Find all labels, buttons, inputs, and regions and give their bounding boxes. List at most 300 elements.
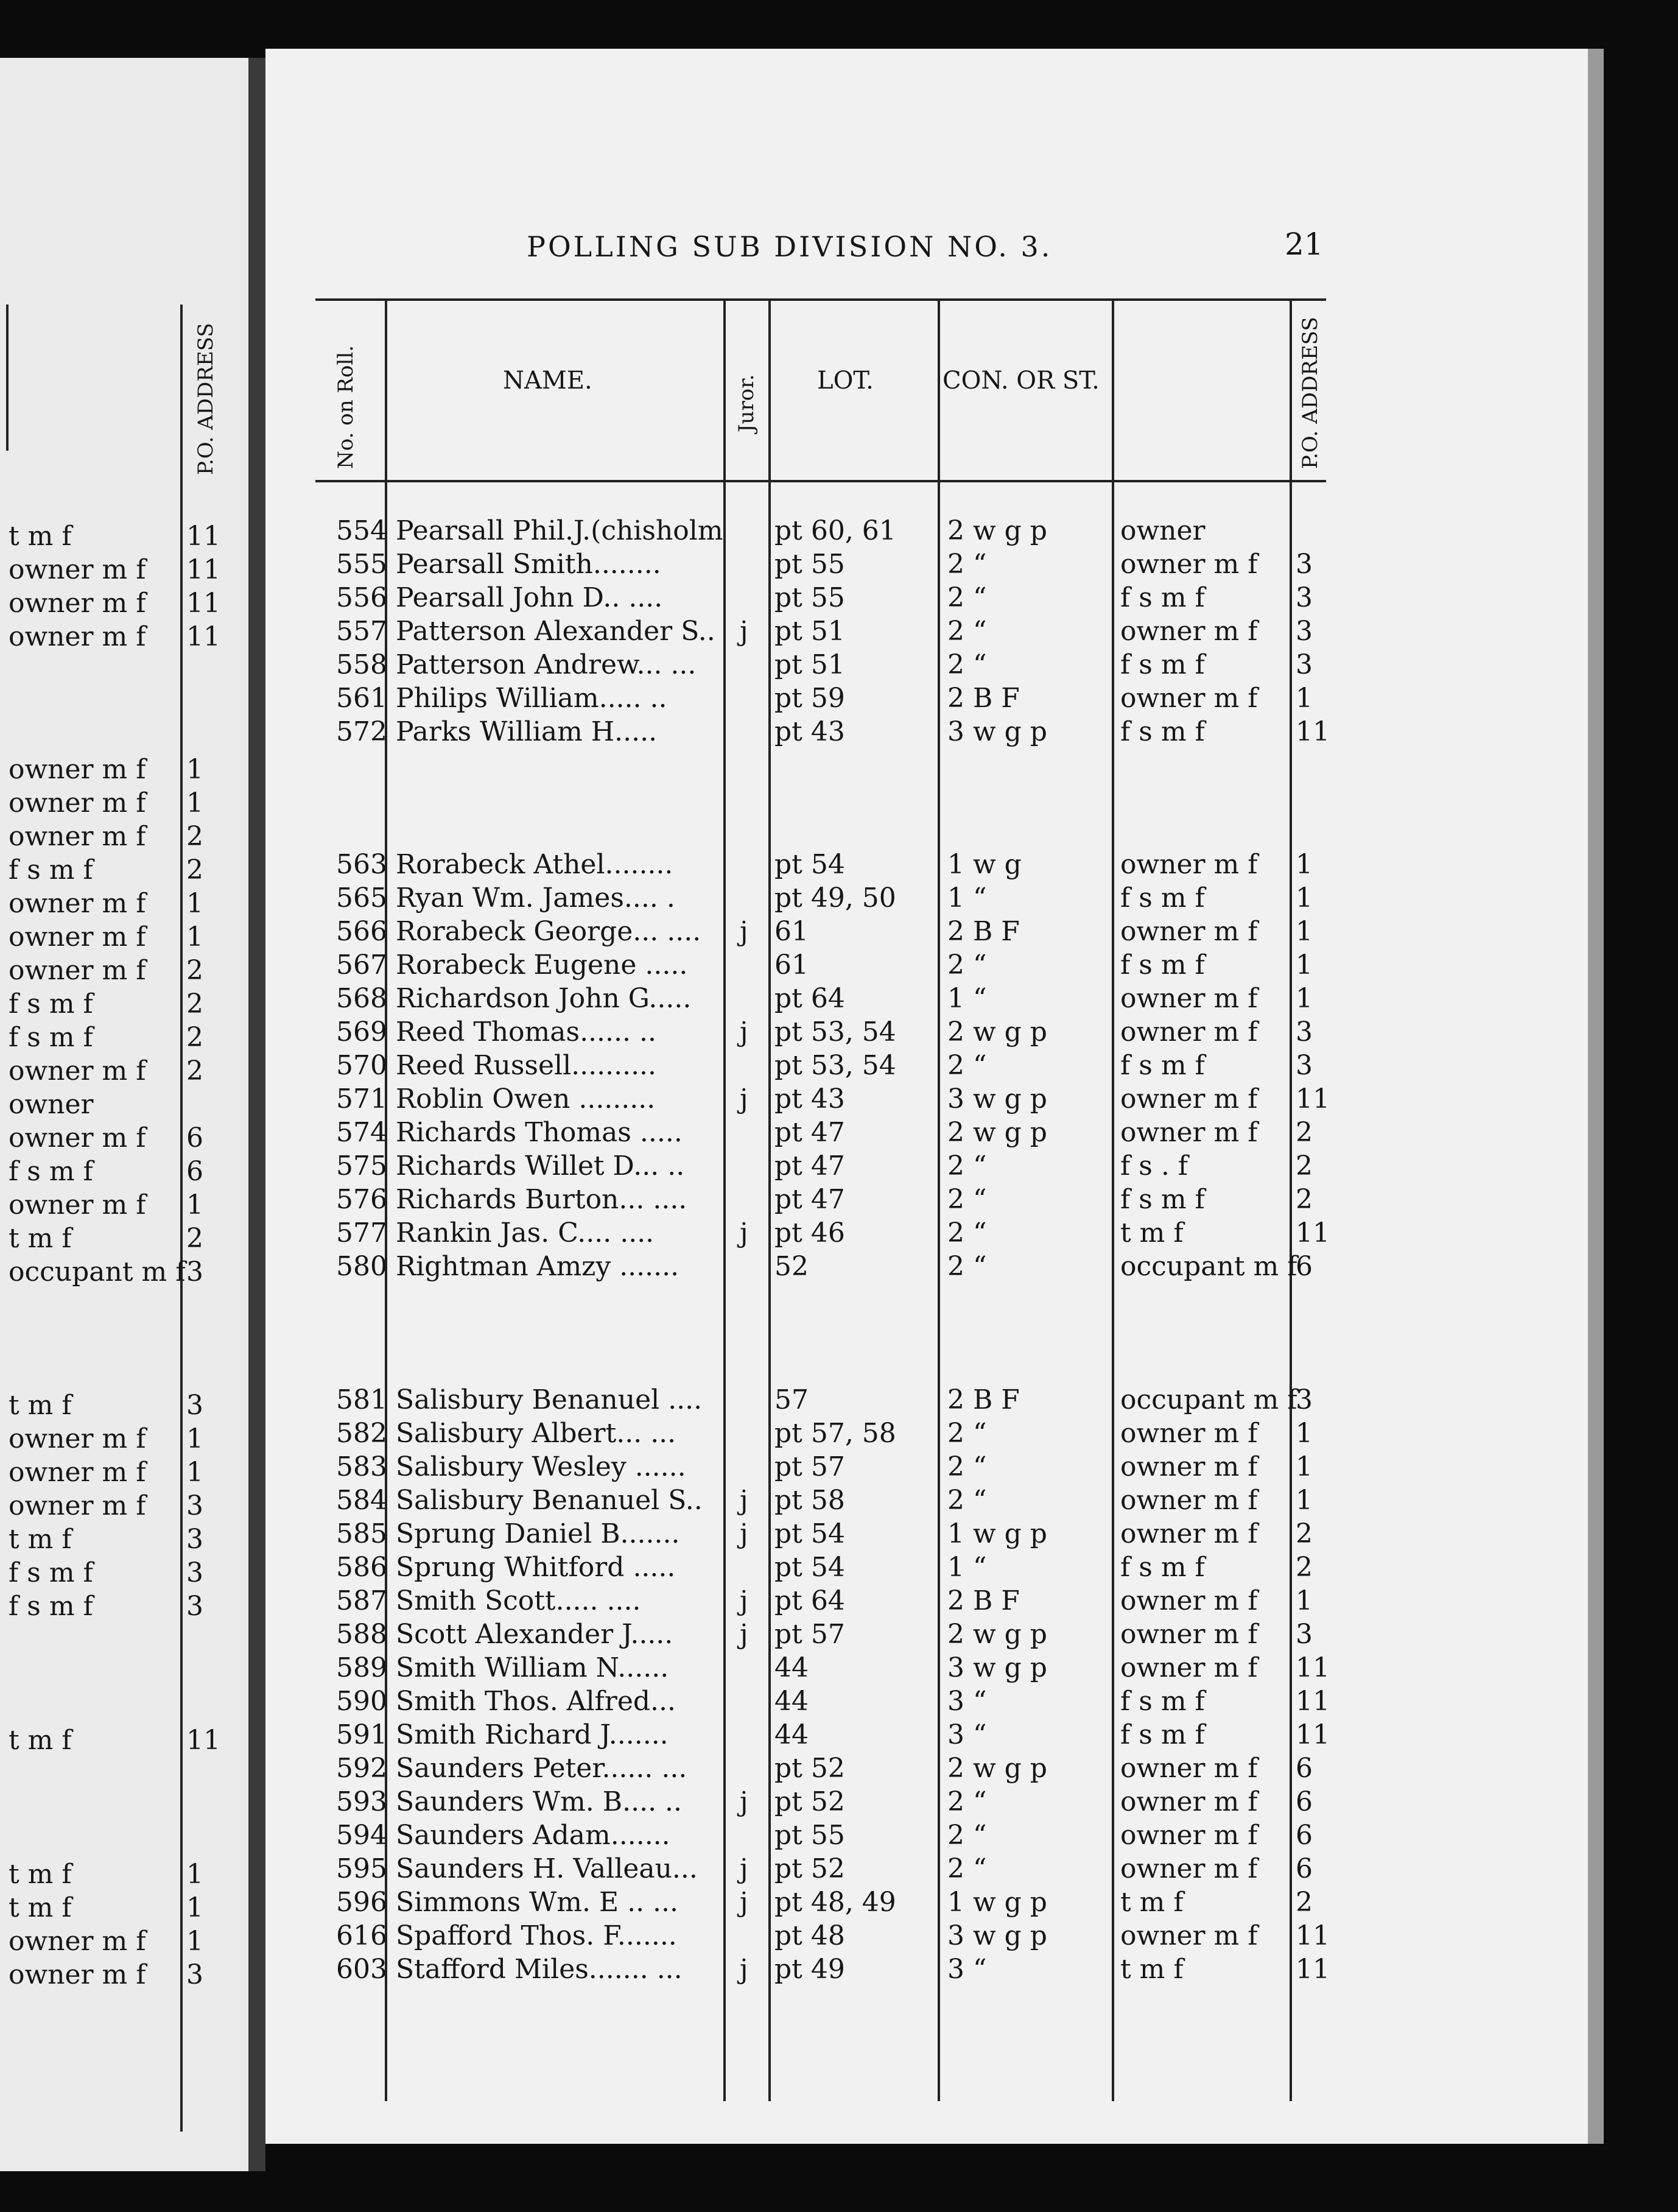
left-entry-occupation: owner m f xyxy=(9,588,146,619)
left-entry-po-address: 3 xyxy=(186,1390,203,1421)
left-entry-po-address: 6 xyxy=(186,1156,203,1187)
roll-number: 567 xyxy=(336,949,387,981)
po-address: 2 xyxy=(1296,1552,1313,1583)
voter-name: Parks William H..... xyxy=(396,716,658,747)
concession: 3 w g p xyxy=(947,1652,1047,1683)
left-entry-occupation: owner m f xyxy=(9,1457,146,1488)
voter-name: Rorabeck Athel........ xyxy=(396,849,673,880)
concession: 2 “ xyxy=(947,549,987,580)
occupation: t m f xyxy=(1120,1887,1184,1918)
occupation: f s m f xyxy=(1120,949,1205,981)
roll-number: 557 xyxy=(336,616,387,647)
po-address: 2 xyxy=(1296,1150,1313,1182)
left-entry-occupation: owner m f xyxy=(9,821,146,852)
voter-name: Salisbury Benanuel S.. xyxy=(396,1485,703,1516)
occupation: owner m f xyxy=(1120,616,1258,647)
header-bottom-rule xyxy=(315,480,1326,482)
po-address: 6 xyxy=(1296,1853,1313,1884)
lot: pt 46 xyxy=(774,1217,845,1249)
roll-number: 558 xyxy=(336,649,387,680)
left-entry-po-address: 1 xyxy=(186,754,203,785)
occupation: f s m f xyxy=(1120,1184,1205,1215)
voter-name: Reed Russell.......... xyxy=(396,1050,657,1081)
po-address: 11 xyxy=(1296,1083,1330,1115)
left-entry-po-address: 11 xyxy=(186,554,220,585)
concession: 1 w g p xyxy=(947,1887,1047,1918)
voter-name: Smith Richard J....... xyxy=(396,1719,669,1750)
lot: pt 48, 49 xyxy=(774,1887,896,1918)
left-entry-po-address: 3 xyxy=(186,1591,203,1622)
lot: pt 53, 54 xyxy=(774,1050,896,1081)
roll-number: 588 xyxy=(336,1619,387,1650)
occupation: f s m f xyxy=(1120,1686,1205,1717)
roll-number: 555 xyxy=(336,549,387,580)
voter-name: Smith Thos. Alfred... xyxy=(396,1686,676,1717)
voter-name: Richards Willet D... .. xyxy=(396,1150,685,1182)
po-address: 1 xyxy=(1296,683,1313,714)
lot: pt 55 xyxy=(774,1820,845,1851)
left-entry-po-address: 1 xyxy=(186,1423,203,1454)
juror-mark: j xyxy=(740,1887,748,1918)
lot: 61 xyxy=(774,916,809,947)
po-address: 1 xyxy=(1296,1451,1313,1482)
occupation: owner m f xyxy=(1120,549,1258,580)
po-address: 1 xyxy=(1296,849,1313,880)
occupation: f s m f xyxy=(1120,582,1205,613)
juror-column-rule xyxy=(768,298,771,2101)
occupation: owner m f xyxy=(1120,1619,1258,1650)
concession: 2 “ xyxy=(947,949,987,981)
lot: pt 54 xyxy=(774,1552,845,1583)
voter-name: Pearsall John D.. .... xyxy=(396,582,663,613)
left-entry-occupation: owner xyxy=(9,1089,94,1120)
occupation: owner xyxy=(1120,515,1206,546)
lot: pt 43 xyxy=(774,716,845,747)
po-address: 3 xyxy=(1296,1384,1313,1415)
voter-name: Salisbury Wesley ...... xyxy=(396,1451,686,1482)
voter-name: Roblin Owen ......... xyxy=(396,1083,656,1115)
po-address: 11 xyxy=(1296,1217,1330,1249)
left-entry-occupation: f s m f xyxy=(9,854,93,886)
concession: 2 “ xyxy=(947,1853,987,1884)
left-entry-po-address: 2 xyxy=(186,988,203,1020)
po-address: 3 xyxy=(1296,1619,1313,1650)
occupation: f s m f xyxy=(1120,882,1205,914)
occupation: f s . f xyxy=(1120,1150,1188,1182)
concession: 1 w g p xyxy=(947,1518,1047,1549)
left-entry-po-address: 1 xyxy=(186,1457,203,1488)
juror-mark: j xyxy=(740,1217,748,1249)
left-entry-occupation: owner m f xyxy=(9,787,146,819)
lot: pt 51 xyxy=(774,649,845,680)
lot: pt 51 xyxy=(774,616,845,647)
lot: pt 47 xyxy=(774,1150,845,1182)
occupation: occupant m f xyxy=(1120,1251,1297,1282)
occupation: f s m f xyxy=(1120,1719,1205,1750)
left-entry-po-address: 2 xyxy=(186,1223,203,1254)
page-number: 21 xyxy=(1285,227,1324,262)
lot: pt 47 xyxy=(774,1184,845,1215)
desc-column-rule xyxy=(1290,298,1292,2101)
left-entry-occupation: owner m f xyxy=(9,1189,146,1220)
left-entry-po-address: 11 xyxy=(186,521,220,552)
po-address: 2 xyxy=(1296,1887,1313,1918)
voter-name: Saunders Adam....... xyxy=(396,1820,670,1851)
occupation: f s m f xyxy=(1120,649,1205,680)
lot: pt 55 xyxy=(774,549,845,580)
left-entry-occupation: t m f xyxy=(9,1859,72,1890)
left-entry-po-address: 3 xyxy=(186,1490,203,1521)
occupation: f s m f xyxy=(1120,1552,1205,1583)
occupation: owner m f xyxy=(1120,1083,1258,1115)
roll-number: 616 xyxy=(336,1920,387,1951)
po-address: 11 xyxy=(1296,1954,1330,1985)
left-entry-po-address: 1 xyxy=(186,787,203,819)
con-column-header: CON. OR ST. xyxy=(943,367,1100,395)
left-entry-po-address: 11 xyxy=(186,1725,220,1756)
concession: 2 w g p xyxy=(947,1117,1047,1148)
left-page-column-rule xyxy=(180,305,183,2132)
po-address: 1 xyxy=(1296,949,1313,981)
po-address: 11 xyxy=(1296,1686,1330,1717)
left-entry-occupation: owner m f xyxy=(9,621,146,652)
roll-number: 577 xyxy=(336,1217,387,1249)
voter-name: Pearsall Smith........ xyxy=(396,549,661,580)
left-page-column-rule-left xyxy=(6,305,9,451)
con-column-rule xyxy=(1112,298,1114,2101)
concession: 2 “ xyxy=(947,1217,987,1249)
occupation: occupant m f xyxy=(1120,1384,1297,1415)
page-edge xyxy=(1588,49,1604,2144)
juror-column-header: Juror. xyxy=(734,374,759,432)
left-entry-occupation: owner m f xyxy=(9,1423,146,1454)
lot: 44 xyxy=(774,1719,809,1750)
po-address: 1 xyxy=(1296,1485,1313,1516)
left-entry-occupation: f s m f xyxy=(9,988,93,1020)
occupation: owner m f xyxy=(1120,1016,1258,1048)
occupation: owner m f xyxy=(1120,1853,1258,1884)
left-entry-occupation: owner m f xyxy=(9,888,146,919)
voter-name: Rankin Jas. C.... .... xyxy=(396,1217,655,1249)
lot: pt 43 xyxy=(774,1083,845,1115)
name-column-header: NAME. xyxy=(503,367,592,395)
roll-number: 585 xyxy=(336,1518,387,1549)
voter-name: Richardson John G..... xyxy=(396,983,692,1014)
concession: 2 w g p xyxy=(947,1016,1047,1048)
concession: 1 “ xyxy=(947,983,987,1014)
po-address: 2 xyxy=(1296,1117,1313,1148)
lot: pt 55 xyxy=(774,582,845,613)
left-entry-po-address: 3 xyxy=(186,1557,203,1588)
roll-number: 563 xyxy=(336,849,387,880)
concession: 2 w g p xyxy=(947,1619,1047,1650)
concession: 2 “ xyxy=(947,1150,987,1182)
voter-name: Saunders Peter...... ... xyxy=(396,1753,687,1784)
voter-name: Spafford Thos. F....... xyxy=(396,1920,677,1951)
juror-mark: j xyxy=(740,1786,748,1817)
voter-name: Philips William..... .. xyxy=(396,683,667,714)
lot-column-header: LOT. xyxy=(817,367,874,395)
lot: 57 xyxy=(774,1384,809,1415)
concession: 2 B F xyxy=(947,1585,1020,1616)
roll-number: 587 xyxy=(336,1585,387,1616)
voter-name: Rorabeck George... .... xyxy=(396,916,701,947)
left-po-address-header: P.O. ADDRESS xyxy=(194,323,218,475)
concession: 2 “ xyxy=(947,1820,987,1851)
name-column-rule xyxy=(723,298,726,2101)
left-entry-po-address: 2 xyxy=(186,1022,203,1053)
juror-mark: j xyxy=(740,1954,748,1985)
left-entry-occupation: owner m f xyxy=(9,1926,146,1957)
occupation: t m f xyxy=(1120,1217,1184,1249)
lot: pt 54 xyxy=(774,1518,845,1549)
book-gutter xyxy=(248,58,265,2171)
voter-name: Sprung Whitford ..... xyxy=(396,1552,676,1583)
roll-number: 581 xyxy=(336,1384,387,1415)
po-address: 6 xyxy=(1296,1820,1313,1851)
roll-column-header: No. on Roll. xyxy=(334,345,358,469)
left-entry-po-address: 2 xyxy=(186,821,203,852)
roll-number: 570 xyxy=(336,1050,387,1081)
concession: 2 “ xyxy=(947,1050,987,1081)
po-address: 6 xyxy=(1296,1251,1313,1282)
po-address: 1 xyxy=(1296,916,1313,947)
voter-name: Ryan Wm. James.... . xyxy=(396,882,675,914)
roll-number: 603 xyxy=(336,1954,387,1985)
juror-mark: j xyxy=(740,1485,748,1516)
concession: 3 w g p xyxy=(947,716,1047,747)
left-entry-occupation: f s m f xyxy=(9,1557,93,1588)
concession: 2 “ xyxy=(947,1251,987,1282)
juror-mark: j xyxy=(740,1585,748,1616)
voter-name: Stafford Miles....... ... xyxy=(396,1954,683,1985)
roll-number: 569 xyxy=(336,1016,387,1048)
po-address: 3 xyxy=(1296,1016,1313,1048)
roll-number: 583 xyxy=(336,1451,387,1482)
juror-mark: j xyxy=(740,616,748,647)
lot: pt 49, 50 xyxy=(774,882,896,914)
voter-name: Smith Scott..... .... xyxy=(396,1585,641,1616)
roll-number: 586 xyxy=(336,1552,387,1583)
roll-number: 576 xyxy=(336,1184,387,1215)
occupation: owner m f xyxy=(1120,1820,1258,1851)
lot: pt 64 xyxy=(774,1585,845,1616)
concession: 2 “ xyxy=(947,616,987,647)
roll-number: 589 xyxy=(336,1652,387,1683)
po-address: 11 xyxy=(1296,1652,1330,1683)
left-entry-occupation: owner m f xyxy=(9,921,146,953)
roll-number: 596 xyxy=(336,1887,387,1918)
po-address: 3 xyxy=(1296,549,1313,580)
lot: pt 57, 58 xyxy=(774,1418,896,1449)
roll-number: 594 xyxy=(336,1820,387,1851)
roll-number: 593 xyxy=(336,1786,387,1817)
voter-name: Salisbury Albert... ... xyxy=(396,1418,676,1449)
left-entry-po-address: 11 xyxy=(186,588,220,619)
left-entry-po-address: 2 xyxy=(186,955,203,986)
lot: pt 57 xyxy=(774,1619,845,1650)
header-top-rule xyxy=(315,298,1326,301)
left-entry-occupation: owner m f xyxy=(9,1055,146,1087)
roll-number: 592 xyxy=(336,1753,387,1784)
occupation: f s m f xyxy=(1120,1050,1205,1081)
po-address-column-header: P.O. ADDRESS xyxy=(1298,317,1322,469)
left-entry-occupation: owner m f xyxy=(9,554,146,585)
juror-mark: j xyxy=(740,1853,748,1884)
concession: 2 “ xyxy=(947,1485,987,1516)
voter-name: Richards Burton... .... xyxy=(396,1184,687,1215)
voter-name: Salisbury Benanuel .... xyxy=(396,1384,703,1415)
left-entry-po-address: 3 xyxy=(186,1959,203,1990)
page-title: POLLING SUB DIVISION NO. 3. xyxy=(527,230,1053,263)
concession: 2 “ xyxy=(947,582,987,613)
po-address: 3 xyxy=(1296,582,1313,613)
concession: 2 w g p xyxy=(947,1753,1047,1784)
roll-number: 591 xyxy=(336,1719,387,1750)
left-entry-po-address: 1 xyxy=(186,921,203,953)
po-address: 6 xyxy=(1296,1753,1313,1784)
roll-number: 554 xyxy=(336,515,387,546)
left-entry-po-address: 1 xyxy=(186,1189,203,1220)
roll-number: 565 xyxy=(336,882,387,914)
left-entry-po-address: 2 xyxy=(186,854,203,886)
left-entry-occupation: owner m f xyxy=(9,955,146,986)
occupation: owner m f xyxy=(1120,916,1258,947)
left-entry-occupation: owner m f xyxy=(9,1122,146,1154)
lot: pt 52 xyxy=(774,1753,845,1784)
lot: pt 60, 61 xyxy=(774,515,896,546)
concession: 2 “ xyxy=(947,1418,987,1449)
occupation: t m f xyxy=(1120,1954,1184,1985)
lot: pt 53, 54 xyxy=(774,1016,896,1048)
occupation: owner m f xyxy=(1120,1418,1258,1449)
left-entry-po-address: 6 xyxy=(186,1122,203,1154)
concession: 2 B F xyxy=(947,916,1020,947)
concession: 2 w g p xyxy=(947,515,1047,546)
voter-name: Patterson Alexander S.. xyxy=(396,616,715,647)
voter-name: Richards Thomas ..... xyxy=(396,1117,683,1148)
occupation: owner m f xyxy=(1120,1920,1258,1951)
occupation: owner m f xyxy=(1120,1753,1258,1784)
juror-mark: j xyxy=(740,1619,748,1650)
lot: pt 59 xyxy=(774,683,845,714)
lot: 52 xyxy=(774,1251,809,1282)
occupation: owner m f xyxy=(1120,683,1258,714)
voter-name: Simmons Wm. E .. ... xyxy=(396,1887,678,1918)
voter-name: Rightman Amzy ....... xyxy=(396,1251,679,1282)
roll-number: 595 xyxy=(336,1853,387,1884)
roll-number: 584 xyxy=(336,1485,387,1516)
concession: 2 “ xyxy=(947,1184,987,1215)
po-address: 11 xyxy=(1296,1719,1330,1750)
concession: 3 “ xyxy=(947,1954,987,1985)
occupation: owner m f xyxy=(1120,1518,1258,1549)
lot: pt 54 xyxy=(774,849,845,880)
concession: 2 B F xyxy=(947,1384,1020,1415)
roll-number: 566 xyxy=(336,916,387,947)
left-entry-occupation: t m f xyxy=(9,1390,72,1421)
voter-name: Pearsall Phil.J.(chisholm xyxy=(396,515,723,546)
left-entry-po-address: 1 xyxy=(186,1926,203,1957)
voter-name: Patterson Andrew... ... xyxy=(396,649,697,680)
left-entry-occupation: t m f xyxy=(9,1223,72,1254)
concession: 2 “ xyxy=(947,649,987,680)
concession: 2 B F xyxy=(947,683,1020,714)
left-entry-occupation: t m f xyxy=(9,1725,72,1756)
po-address: 6 xyxy=(1296,1786,1313,1817)
lot: pt 48 xyxy=(774,1920,845,1951)
voter-name: Rorabeck Eugene ..... xyxy=(396,949,688,981)
po-address: 11 xyxy=(1296,1920,1330,1951)
left-entry-po-address: 3 xyxy=(186,1256,203,1287)
concession: 1 “ xyxy=(947,882,987,914)
left-entry-occupation: owner m f xyxy=(9,1959,146,1990)
left-entry-occupation: f s m f xyxy=(9,1156,93,1187)
occupation: owner m f xyxy=(1120,1585,1258,1616)
voter-name: Reed Thomas...... .. xyxy=(396,1016,656,1048)
concession: 3 “ xyxy=(947,1719,987,1750)
po-address: 3 xyxy=(1296,1050,1313,1081)
concession: 2 “ xyxy=(947,1786,987,1817)
left-entry-po-address: 1 xyxy=(186,888,203,919)
roll-number: 580 xyxy=(336,1251,387,1282)
left-entry-po-address: 1 xyxy=(186,1892,203,1923)
lot: pt 47 xyxy=(774,1117,845,1148)
po-address: 1 xyxy=(1296,983,1313,1014)
concession: 3 w g p xyxy=(947,1083,1047,1115)
left-entry-occupation: t m f xyxy=(9,521,72,552)
voter-name: Smith William N...... xyxy=(396,1652,669,1683)
lot: pt 52 xyxy=(774,1786,845,1817)
juror-mark: j xyxy=(740,1083,748,1115)
left-entry-po-address: 11 xyxy=(186,621,220,652)
roll-number: 571 xyxy=(336,1083,387,1115)
concession: 1 w g xyxy=(947,849,1022,880)
left-entry-po-address: 2 xyxy=(186,1055,203,1087)
left-entry-occupation: occupant m f xyxy=(9,1256,186,1287)
occupation: owner m f xyxy=(1120,1451,1258,1482)
left-entry-po-address: 3 xyxy=(186,1524,203,1555)
po-address: 1 xyxy=(1296,882,1313,914)
roll-number: 568 xyxy=(336,983,387,1014)
voter-name: Saunders Wm. B.... .. xyxy=(396,1786,683,1817)
occupation: owner m f xyxy=(1120,1485,1258,1516)
voter-name: Sprung Daniel B....... xyxy=(396,1518,680,1549)
lot: pt 64 xyxy=(774,983,845,1014)
roll-number: 561 xyxy=(336,683,387,714)
occupation: owner m f xyxy=(1120,983,1258,1014)
occupation: owner m f xyxy=(1120,1652,1258,1683)
lot: pt 57 xyxy=(774,1451,845,1482)
left-entry-occupation: owner m f xyxy=(9,754,146,785)
juror-mark: j xyxy=(740,916,748,947)
occupation: owner m f xyxy=(1120,1786,1258,1817)
voter-name: Scott Alexander J..... xyxy=(396,1619,673,1650)
concession: 1 “ xyxy=(947,1552,987,1583)
po-address: 3 xyxy=(1296,649,1313,680)
roll-number: 575 xyxy=(336,1150,387,1182)
po-address: 2 xyxy=(1296,1518,1313,1549)
lot: 44 xyxy=(774,1686,809,1717)
lot: 61 xyxy=(774,949,809,981)
po-address: 11 xyxy=(1296,716,1330,747)
lot-column-rule xyxy=(938,298,940,2101)
voter-name: Saunders H. Valleau... xyxy=(396,1853,698,1884)
roll-number: 590 xyxy=(336,1686,387,1717)
occupation: owner m f xyxy=(1120,1117,1258,1148)
roll-number: 572 xyxy=(336,716,387,747)
left-entry-occupation: t m f xyxy=(9,1892,72,1923)
